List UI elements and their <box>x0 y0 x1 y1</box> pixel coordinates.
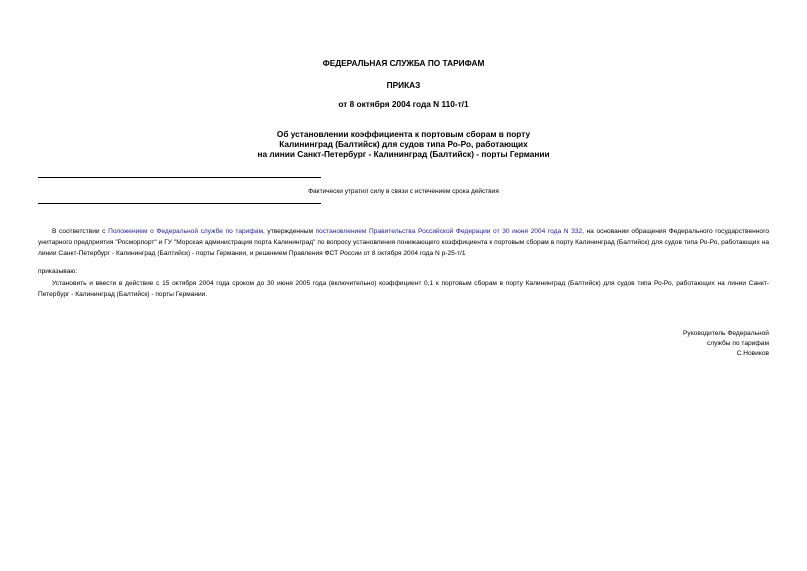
order-word: приказываю: <box>38 268 78 275</box>
regulation-link[interactable]: Положением о Федеральной службе по тарифам <box>108 228 263 235</box>
subject-line: на линии Санкт-Петербург - Калининград (Балтийск) - порты Германии <box>257 149 550 159</box>
divider-top <box>38 177 321 178</box>
divider-bottom <box>38 203 321 204</box>
document-date-number: от 8 октября 2004 года N 110-т/1 <box>338 99 469 109</box>
basis-text: В соответствии с <box>52 228 109 235</box>
subject-line: Калининград (Балтийск) для судов типа Ро-Ро, работающих <box>279 139 528 149</box>
signature-position: Руководитель Федеральной <box>683 330 769 337</box>
signature-name: С.Новиков <box>736 350 769 357</box>
order-item-paragraph: Установить и ввести в действие с 15 октября 2004 года сроком до 30 июня 2005 года (включительно) коэффициент 0,1 к портовым сборам в порту Калининград (Балтийск) для судов типа Ро-Ро, работающих на линии Санкт-Петербург - Калининград (Балтийск) - порты Германии. <box>38 280 769 298</box>
signature-block <box>683 329 769 359</box>
agency-name: ФЕДЕРАЛЬНАЯ СЛУЖБА ПО ТАРИФАМ <box>322 58 485 68</box>
basis-text: , на основании обращения Федерального государственного унитарного предприятия "Росморпорт" и ГУ "Морская администрация порта Калининград" по вопросу установления понижающего коэффициента к портовым сборам в порту Калининград (Балтийск) для судов типа Ро-Ро, работающих на линии Санкт-Петербург - Калининград (Балтийск) - порты Германии, и решением Правления ФСТ России от 8 октября 2004 года N р-25-т/1 <box>38 228 769 257</box>
subject-line: Об установлении коэффициента к портовым сборам в порту <box>276 129 531 139</box>
document-type: ПРИКАЗ <box>386 80 421 90</box>
basis-text: , утвержденным <box>263 228 316 235</box>
status-note: Фактически утратил силу в связи с истечением срока действия <box>308 188 499 195</box>
basis-paragraph <box>38 226 769 259</box>
government-decree-link[interactable]: постановлением Правительства Российской Федерации от 30 июня 2004 года N 332 <box>315 228 583 235</box>
document-subject <box>0 129 807 159</box>
signature-position: службы по тарифам <box>706 340 769 347</box>
